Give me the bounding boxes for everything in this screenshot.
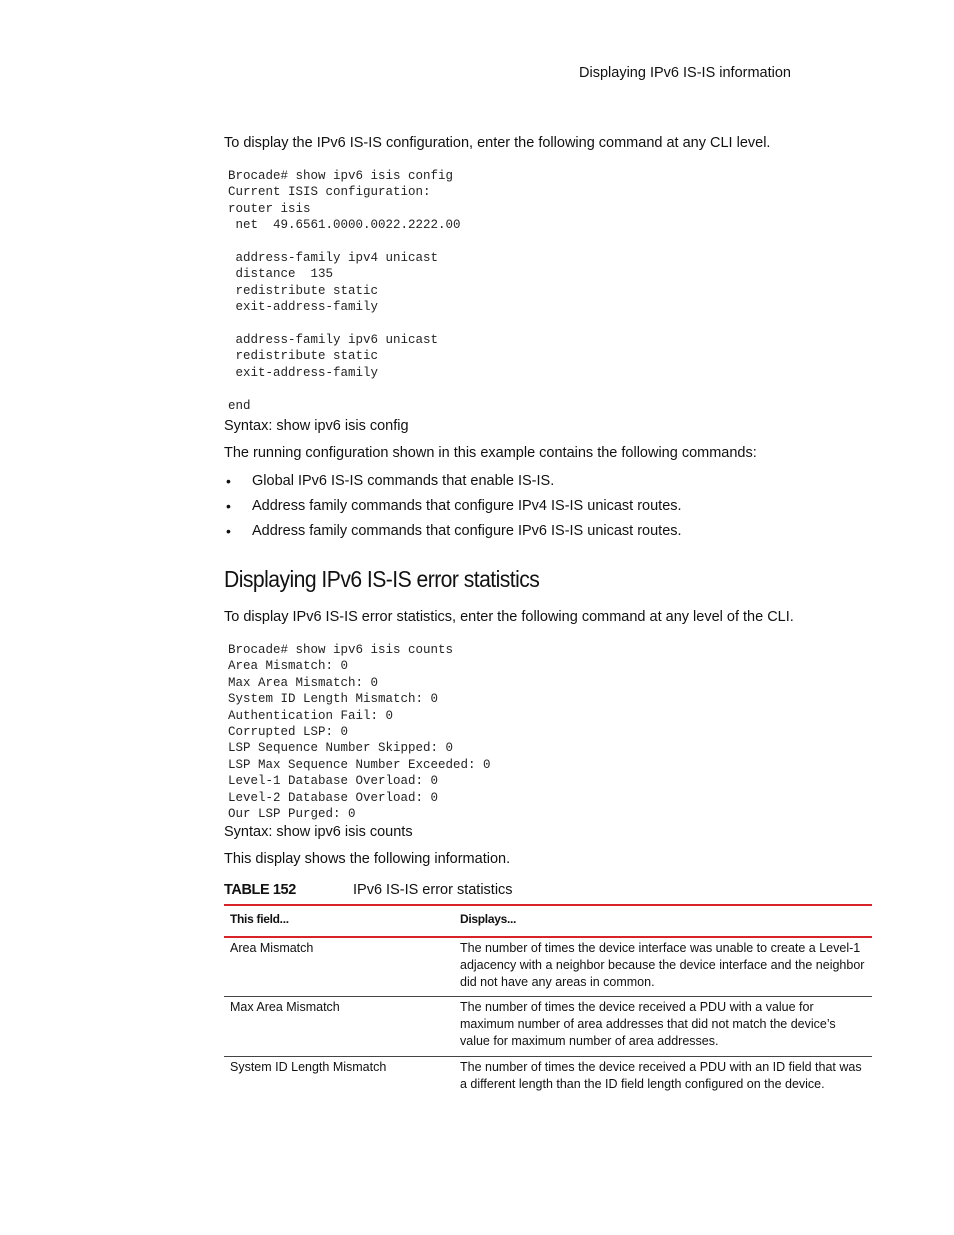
error-statistics-table — [224, 904, 872, 1098]
counts-syntax-line: Syntax: show ipv6 isis counts — [224, 824, 413, 840]
bullet-icon: • — [226, 498, 231, 514]
list-item — [224, 523, 682, 548]
config-command-output: Brocade# show ipv6 isis config Current ISIS configuration: router isis net 49.6561.0000.0022.2222.00 address-family ipv4 unicast distance 135 redistribute static exit-address-family address-family ipv6 unicast redistribute static exit-address-family end — [228, 169, 461, 413]
table-cell-description: The number of times the device interface was unable to create a Level-1 adjacency with a neighbor because the device interface and the neighbor did not have any areas in common. — [454, 937, 872, 997]
table-title: IPv6 IS-IS error statistics — [353, 882, 513, 898]
list-item — [224, 498, 682, 523]
table-cell-field: Max Area Mismatch — [224, 997, 454, 1056]
section-heading: Displaying IPv6 IS-IS error statistics — [224, 566, 540, 592]
table-header-row — [224, 905, 872, 937]
column-header-displays: Displays... — [454, 905, 872, 937]
list-item-text: Address family commands that configure IPv6 IS-IS unicast routes. — [252, 523, 682, 539]
bullet-icon: • — [226, 473, 231, 489]
table-number: TABLE 152 — [224, 882, 296, 898]
bullet-icon: • — [226, 523, 231, 539]
list-item-text: Global IPv6 IS-IS commands that enable IS-IS. — [252, 473, 555, 489]
counts-command-output: Brocade# show ipv6 isis counts Area Mismatch: 0 Max Area Mismatch: 0 System ID Length Mismatch: 0 Authentication Fail: 0 Corrupted LSP: 0 LSP Sequence Number Skipped: 0 LSP Max Sequence Number Exceeded: 0 Level-1 Database Overload: 0 Level-2 Database Overload: 0 Our LSP Purged: 0 — [228, 643, 491, 822]
list-item — [224, 473, 682, 498]
command-bullet-list — [224, 473, 682, 548]
table-row — [224, 997, 872, 1056]
table-cell-description: The number of times the device received a PDU with a value for maximum number of area addresses that did not match the device’s value for maximum number of area addresses. — [454, 997, 872, 1056]
column-header-field: This field... — [224, 905, 454, 937]
running-header: Displaying IPv6 IS-IS information — [579, 65, 791, 81]
table-row — [224, 1056, 872, 1098]
list-item-text: Address family commands that configure IPv4 IS-IS unicast routes. — [252, 498, 682, 514]
table-cell-field: Area Mismatch — [224, 937, 454, 997]
table-caption — [224, 882, 513, 898]
error-stats-intro: To display IPv6 IS-IS error statistics, enter the following command at any level of the CLI. — [224, 609, 794, 625]
running-config-intro: The running configuration shown in this example contains the following commands: — [224, 445, 757, 461]
table-cell-field: System ID Length Mismatch — [230, 1059, 387, 1074]
config-syntax-line: Syntax: show ipv6 isis config — [224, 418, 409, 434]
config-intro-paragraph: To display the IPv6 IS-IS configuration, enter the following command at any CLI level. — [224, 135, 771, 151]
display-intro: This display shows the following information. — [224, 851, 511, 867]
table-row — [224, 937, 872, 997]
table-cell-description: The number of times the device received a PDU with an ID field that was a different length than the ID field length configured on the device. — [460, 1059, 862, 1091]
